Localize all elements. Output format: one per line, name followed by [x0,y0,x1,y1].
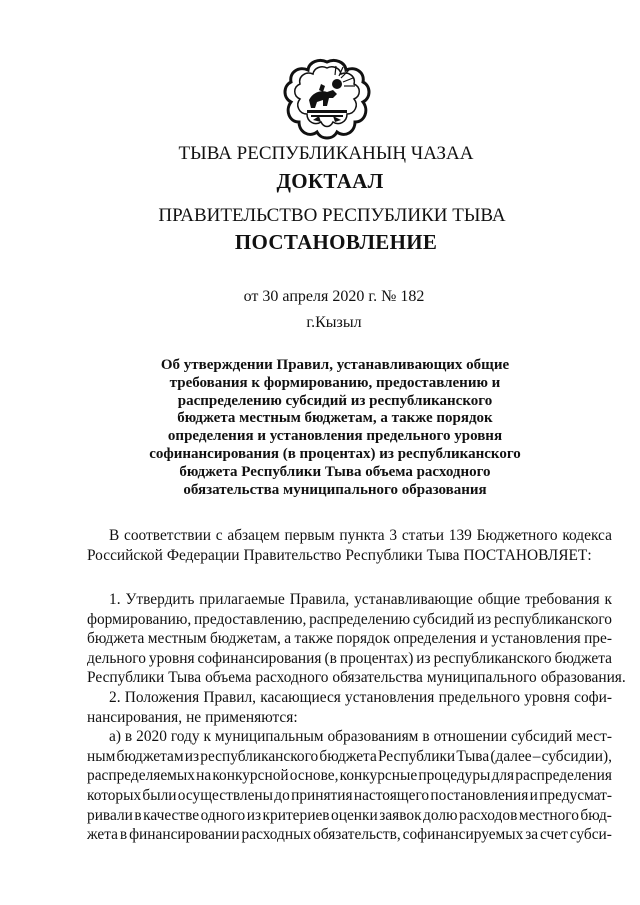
word: бюджета [87,630,145,648]
body-line [87,825,612,845]
body-line [87,668,626,688]
body-line [87,786,612,806]
word: Федерации [166,546,240,564]
word: субсидий [412,610,475,628]
word: кодекса [562,527,612,544]
title-line: обязательства муниципального образования [183,481,487,498]
word: субси- [569,826,612,844]
word: обязательств, [313,826,401,844]
word: в [124,728,133,746]
body-line [87,806,612,826]
word: на [196,767,212,785]
word: местного [518,806,579,824]
word: установления [491,630,581,648]
word: из [416,649,431,667]
word: 3 [389,527,398,544]
word: отношении [433,728,508,746]
title-line: бюджета Республики Тыва объема расходного [179,463,491,480]
word: Правительство [243,546,342,564]
word: 1. [109,591,121,608]
word: распределению [309,610,411,628]
word: местным [147,630,207,648]
word: определения [393,630,477,648]
body-line [87,727,612,747]
word: Российской [87,546,163,564]
word: нансирования, [87,708,183,726]
word: ПОСТАНОВЛЯЕТ: [463,546,592,564]
intro-paragraph [87,526,612,565]
body-line [87,649,612,669]
word: муниципальным [214,728,324,746]
word: абзацем [227,527,280,544]
items-section [87,590,626,845]
date-number: от 30 апреля 2020 г. № 182 [243,288,425,305]
word: осуществлены [177,786,273,804]
word: распределения [515,767,612,785]
word: в [119,826,128,844]
word: Правил, [203,688,257,706]
word: процедуры [418,767,491,785]
word: из [246,806,262,824]
word: пре- [584,630,612,648]
word: софинансируемых [402,826,524,844]
word: прилагаемые [199,591,285,608]
word: к [604,591,612,608]
body-line [87,688,612,708]
document-title [130,357,540,499]
word: уровня [524,688,570,706]
word: субсидии), [541,747,612,765]
word: году [170,728,200,746]
word: финансировании [129,826,240,844]
body-line [87,546,612,566]
word: устанавливающие [354,591,473,608]
word: до [274,786,290,804]
word: конкурсной [212,767,289,785]
word: мест- [576,728,612,746]
word: в [134,806,142,824]
body-line [87,747,612,767]
word: расходного [255,669,329,687]
word: касающиеся [260,688,341,706]
body-line [87,590,612,610]
word: Республики [87,669,165,687]
word: а) [109,728,121,746]
word: за [525,826,539,844]
word: из [476,610,492,628]
word: Тыва [456,747,490,765]
word: ным [87,747,116,765]
decree-heading: ПОСТАНОВЛЕНИЕ [234,230,438,254]
word: образованиям [327,728,419,746]
word: Тыва [426,546,460,564]
word: ривали [87,806,133,824]
word: образования. [540,669,626,687]
title-line: определения и установления предельного уровня [167,428,503,445]
word: с [215,527,223,544]
word: статьи [401,527,445,544]
body-line [87,766,612,786]
word: качестве [143,806,200,824]
word: были [142,786,177,804]
title-line: бюджета местным бюджетам, а также порядок [177,410,493,427]
word: принятия [291,786,353,804]
word: софинансирования [197,649,322,667]
word: Тыва [168,669,202,687]
word: расходных [241,826,312,844]
coat-of-arms-emblem [283,56,371,140]
word: в [422,728,430,746]
word: бюд- [580,806,612,824]
title-line: требования к формированию, предоставлению и [169,374,501,391]
body-line [87,708,612,728]
word: и [529,786,538,804]
word: Бюджетного [476,527,558,544]
word: Положения [124,688,200,706]
word: Правила, [289,591,350,608]
word: предельного [438,688,521,706]
word: общие [477,591,521,608]
word: (далее [490,747,532,765]
word: настоящего [353,786,430,804]
word: бюджетам, [209,630,281,648]
body-line [87,629,612,649]
word: применяются: [205,708,298,726]
word: критериев [262,806,330,824]
word: 139 [448,527,472,544]
title-line: распределению субсидий из республиканского [177,392,493,409]
word: и [479,630,488,648]
word: установления [345,688,435,706]
title-line: Об утверждении Правил, устанавливающих общие [160,357,510,373]
word: из [184,747,200,765]
word: расходов [459,806,518,824]
word: муниципального [426,669,537,687]
word: к [203,728,211,746]
word: республиканского [493,610,612,628]
title-line: софинансирования (в процентах) из республиканского [149,445,521,462]
word: требования [525,591,600,608]
word: оценки [331,806,378,824]
word: формированию, [87,610,192,628]
word: счет [540,826,568,844]
word: обязательства [332,669,423,687]
word: 2. [109,688,121,706]
word: 2020 [136,728,167,746]
body-line [87,610,612,630]
word: бюджета [554,649,612,667]
word: бюджета [319,747,377,765]
word: предусмат- [539,786,612,804]
word: – [532,747,541,765]
word: дельного [87,649,146,667]
word: республиканского [200,747,319,765]
word: основе, [289,767,339,785]
word: соответствии [124,527,211,544]
word: Республики [377,747,456,765]
word: заявок [379,806,422,824]
tyva-decree-heading: ДОКТААЛ [276,169,384,193]
word: бюджетам [116,747,184,765]
word: распределяемых [87,767,195,785]
word: Республики [345,546,423,564]
word: республиканского [433,649,552,667]
word: для [491,767,515,785]
tyva-government-heading: ТЫВА РЕСПУБЛИКАНЫҢ ЧАЗАА [178,143,474,164]
word: софи- [574,688,612,706]
word: уровня [148,649,195,667]
word: одного [200,806,246,824]
word: конкурсные [339,767,418,785]
word: первым [284,527,335,544]
word: постановления [430,786,529,804]
word: предоставлению, [193,610,307,628]
word: жета [87,826,119,844]
word: не [186,708,202,726]
word: процентах) [339,649,414,667]
word: также [294,630,333,648]
word: объема [205,669,252,687]
word: порядок [336,630,391,648]
word: долю [423,806,458,824]
city: г.Кызыл [306,314,362,331]
government-heading: ПРАВИТЕЛЬСТВО РЕСПУБЛИКИ ТЫВА [158,205,506,226]
body-line [87,526,612,546]
word: Утвердить [125,591,195,608]
word: субсидий [511,728,573,746]
word: которых [87,786,142,804]
word: В [109,527,120,544]
word: пункта [339,527,385,544]
word: (в [324,649,337,667]
word: а [284,630,292,648]
